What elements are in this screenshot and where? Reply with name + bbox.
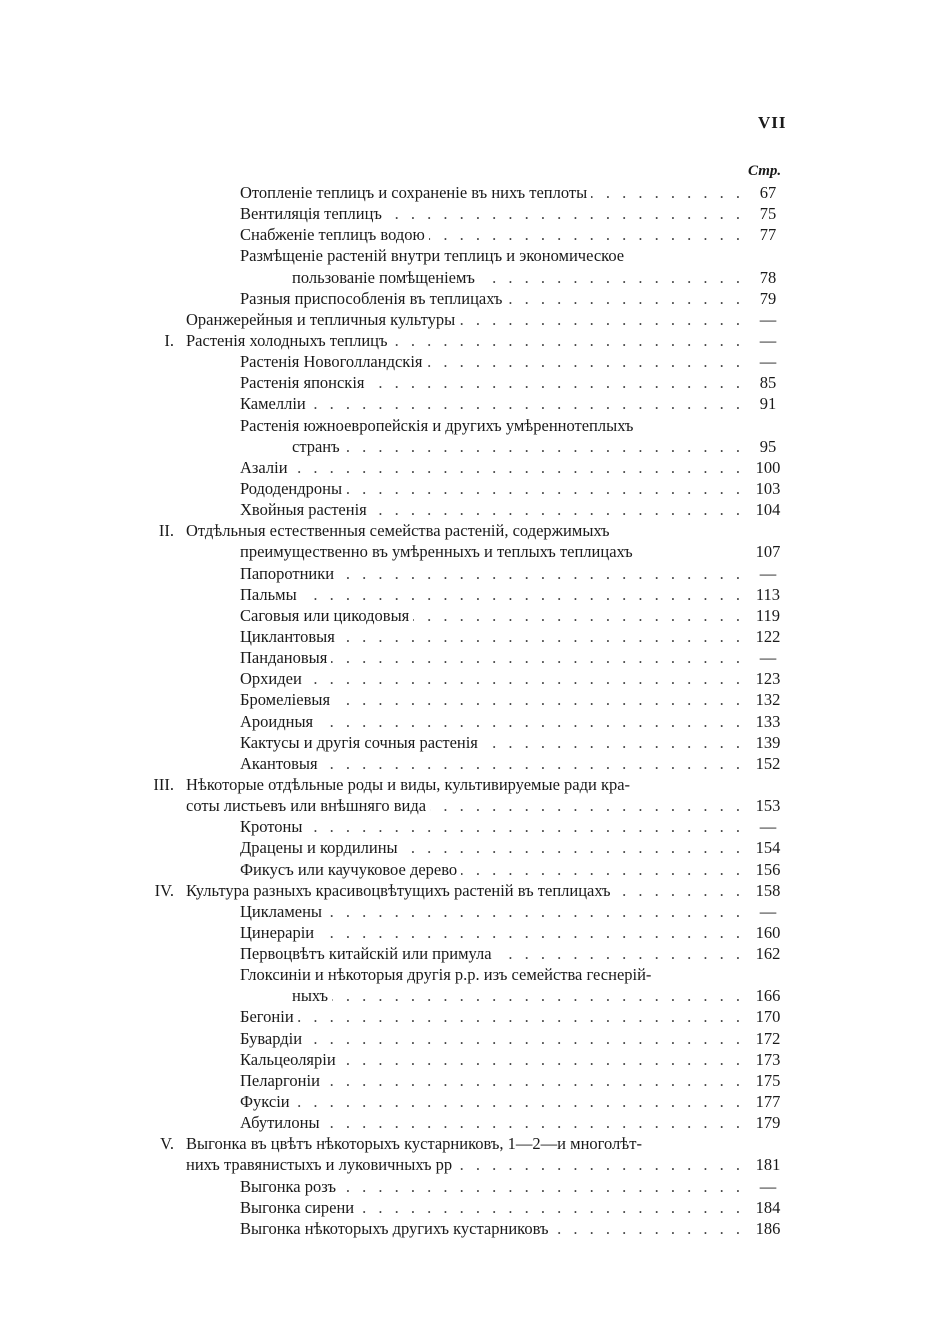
entry-title: Ароидныя — [240, 711, 314, 731]
entry-title: преимущественно въ умѣренныхъ и теплыхъ теплицахъ — [240, 542, 633, 562]
toc-entry[interactable] — [0, 1070, 936, 1091]
dot-leader — [322, 753, 744, 774]
page-ref: 67 — [759, 183, 777, 202]
entry-title: Кактусы и другія сочныя растенія — [240, 732, 478, 752]
entry-title: Отопленіе теплицъ и сохраненіе въ нихъ теплоты — [240, 183, 588, 202]
page-ref: 162 — [755, 944, 781, 964]
dot-leader — [331, 647, 744, 668]
entry-title: Бромеліевыя — [240, 690, 331, 710]
toc-entry[interactable] — [0, 541, 936, 562]
toc-entry[interactable] — [0, 1112, 936, 1133]
entry-title: Нѣкоторые отдѣльные роды и виды, культивируемые ради кра- — [186, 774, 631, 794]
entry-title: Фуксіи — [240, 1092, 290, 1112]
page-ref: 132 — [755, 690, 781, 710]
toc-entry[interactable] — [0, 647, 936, 668]
dot-leader — [371, 499, 744, 520]
toc-entry[interactable] — [0, 499, 936, 520]
entry-title: Рододендроны — [240, 478, 343, 498]
dot-leader — [344, 436, 744, 457]
entry-title: Камелліи — [240, 394, 306, 414]
section-number: V. — [160, 1134, 174, 1154]
entry-title: Пеларгоніи — [240, 1070, 320, 1090]
entry-title: Культура разныхъ красивоцвѣтущихъ растеній въ теплицахъ — [186, 880, 611, 900]
page-ref: — — [759, 352, 777, 372]
page-ref: — — [759, 648, 777, 668]
page-ref: 78 — [759, 267, 777, 287]
entry-title: Саговыя или цикодовыя — [240, 605, 410, 625]
toc-entry[interactable] — [0, 774, 936, 795]
page-column-header: Стр. — [748, 163, 782, 179]
toc-entry[interactable] — [0, 478, 936, 499]
section-number: IV. — [154, 880, 174, 900]
toc-entry[interactable] — [0, 943, 936, 964]
page-ref: 91 — [759, 394, 777, 414]
toc-entry[interactable] — [0, 1049, 936, 1070]
dot-leader — [553, 1218, 745, 1239]
dot-leader — [340, 1176, 744, 1197]
page-ref: — — [759, 901, 777, 921]
dot-leader — [615, 880, 744, 901]
entry-title: Кальцеоляріи — [240, 1049, 336, 1069]
section-number: III. — [153, 774, 174, 794]
entry-title: Акантовыя — [240, 753, 318, 773]
toc-entry[interactable] — [0, 816, 936, 837]
toc-entry[interactable] — [0, 309, 936, 330]
dot-leader — [392, 330, 744, 351]
entry-title: ныхъ — [292, 986, 329, 1006]
dot-leader — [292, 457, 744, 478]
toc-entry[interactable] — [0, 626, 936, 647]
toc-entry[interactable] — [0, 837, 936, 858]
dot-leader — [456, 1154, 744, 1175]
toc-entry[interactable] — [0, 1006, 936, 1027]
toc-entry[interactable] — [0, 415, 936, 436]
entry-title: Разныя приспособленія въ теплицахъ — [240, 288, 503, 308]
dot-leader — [413, 605, 744, 626]
dot-leader — [386, 203, 744, 224]
toc-entry[interactable] — [0, 711, 936, 732]
entry-title: Растенія японскія — [240, 373, 365, 393]
toc-entry[interactable] — [0, 964, 936, 985]
page-ref: 95 — [759, 436, 777, 456]
entry-title: Пандановыя — [240, 648, 328, 668]
toc-entry[interactable] — [0, 668, 936, 689]
page-ref: — — [759, 817, 777, 837]
page-ref: 179 — [755, 1113, 781, 1133]
entry-title: Кротоны — [240, 817, 303, 837]
page-ref: 107 — [755, 542, 781, 562]
dot-leader — [402, 837, 744, 858]
page-ref: 104 — [755, 500, 781, 520]
toc-entry[interactable] — [0, 1218, 936, 1239]
dot-leader — [318, 922, 744, 943]
page-ref: 77 — [759, 225, 777, 245]
page-ref: 85 — [759, 373, 777, 393]
page-ref: 173 — [755, 1049, 781, 1069]
toc-entry[interactable] — [0, 330, 936, 351]
dot-leader — [310, 393, 744, 414]
page-ref: 139 — [755, 732, 781, 752]
toc-entry[interactable] — [0, 203, 936, 224]
page-ref: 113 — [755, 584, 781, 604]
toc-entry[interactable] — [0, 372, 936, 393]
toc-entry[interactable] — [0, 605, 936, 626]
page-ref: 160 — [755, 922, 781, 942]
toc-entry[interactable] — [0, 689, 936, 710]
toc-entry[interactable] — [0, 351, 936, 372]
page-ref: 123 — [755, 669, 781, 689]
page-ref: — — [759, 1176, 777, 1196]
toc-entry[interactable] — [0, 457, 936, 478]
dot-leader — [306, 1028, 744, 1049]
entry-title: Растенія холодныхъ теплицъ — [186, 330, 388, 350]
page-ref: 122 — [755, 626, 781, 646]
entry-title: Драцены и кордилины — [240, 838, 398, 858]
entry-title: Выгонка въ цвѣтъ нѣкоторыхъ кустарниковъ, 1—2—и многолѣт- — [186, 1134, 642, 1154]
entry-title: Оранжерейныя и тепличныя культуры — [186, 309, 456, 329]
entry-title: Глоксиніи и нѣкоторыя другія р.р. изъ семейства геснерій- — [240, 965, 652, 985]
dot-leader — [496, 943, 744, 964]
page-ref: 172 — [755, 1028, 781, 1048]
page-ref: 175 — [755, 1070, 781, 1090]
page-ref: 184 — [755, 1197, 781, 1217]
entry-title: Цинераріи — [240, 922, 315, 942]
page-ref: 170 — [755, 1007, 781, 1027]
page-ref: 177 — [755, 1092, 781, 1112]
table-of-contents — [0, 182, 936, 1239]
dot-leader — [427, 351, 745, 372]
toc-entry[interactable] — [0, 880, 936, 901]
page-ref: 79 — [759, 288, 777, 308]
dot-leader — [430, 795, 744, 816]
dot-leader — [294, 1091, 744, 1112]
page-ref: 186 — [755, 1218, 781, 1238]
entry-title: Фикусъ или каучуковое дерево — [240, 859, 458, 879]
page-ref: 119 — [755, 605, 781, 625]
dot-leader — [306, 816, 744, 837]
page-ref: 158 — [755, 880, 781, 900]
page-ref: — — [759, 309, 777, 329]
entry-title: Бувардіи — [240, 1028, 303, 1048]
entry-title: Размѣщеніе растеній внутри теплицъ и экономическое — [240, 246, 625, 266]
dot-leader — [461, 859, 744, 880]
dot-leader — [429, 224, 744, 245]
page-ref: — — [759, 330, 777, 350]
page-ref: 103 — [755, 478, 781, 498]
entry-title: Бегоніи — [240, 1007, 294, 1027]
entry-title: Вентиляція теплицъ — [240, 204, 382, 224]
dot-leader — [339, 626, 744, 647]
section-number: II. — [158, 521, 174, 541]
entry-title: Растенія южноевропейскія и другихъ умѣреннотеплыхъ — [240, 415, 634, 435]
toc-entry[interactable] — [0, 1133, 936, 1154]
page-ref: 181 — [755, 1155, 781, 1175]
entry-title: Азаліи — [240, 457, 288, 477]
entry-title: Первоцвѣтъ китайскій или примула — [240, 944, 492, 964]
dot-leader — [479, 267, 744, 288]
toc-entry[interactable] — [0, 267, 936, 288]
dot-leader — [358, 1197, 744, 1218]
page-ref: 166 — [755, 986, 781, 1006]
entry-title: нихъ травянистыхъ и луковичныхъ рр — [186, 1155, 453, 1175]
toc-entry[interactable] — [0, 901, 936, 922]
toc-entry[interactable] — [0, 922, 936, 943]
page-ref: 154 — [755, 838, 781, 858]
entry-title: Пальмы — [240, 584, 297, 604]
toc-entry[interactable] — [0, 1028, 936, 1049]
toc-entry[interactable] — [0, 859, 936, 880]
entry-title: Растенія Новоголландскія — [240, 352, 423, 372]
entry-title: странъ — [292, 436, 340, 456]
entry-title: Орхидеи — [240, 669, 302, 689]
toc-entry[interactable] — [0, 288, 936, 309]
page-ref: 152 — [755, 753, 781, 773]
entry-title: Выгонка розъ — [240, 1176, 337, 1196]
page-ref: 75 — [759, 204, 777, 224]
toc-entry[interactable] — [0, 795, 936, 816]
dot-leader — [482, 732, 744, 753]
dot-leader — [340, 1049, 744, 1070]
toc-entry[interactable] — [0, 584, 936, 605]
dot-leader — [332, 985, 744, 1006]
page-ref: 156 — [755, 859, 781, 879]
entry-title: соты листьевъ или внѣшняго вида — [186, 796, 427, 816]
dot-leader — [346, 478, 744, 499]
entry-title: Циклантовыя — [240, 626, 335, 646]
dot-leader — [338, 563, 744, 584]
toc-entry[interactable] — [0, 753, 936, 774]
toc-entry[interactable] — [0, 563, 936, 584]
dot-leader — [459, 309, 744, 330]
dot-leader — [324, 1112, 744, 1133]
toc-entry[interactable] — [0, 393, 936, 414]
toc-entry[interactable] — [0, 732, 936, 753]
toc-entry[interactable] — [0, 1176, 936, 1197]
toc-entry[interactable] — [0, 1197, 936, 1218]
dot-leader — [369, 372, 745, 393]
toc-entry[interactable] — [0, 1091, 936, 1112]
toc-entry[interactable] — [0, 182, 936, 203]
entry-title: Снабженіе теплицъ водою — [240, 225, 425, 245]
entry-title: пользованіе помѣщеніемъ — [292, 267, 475, 287]
toc-entry[interactable] — [0, 224, 936, 245]
page-ref: 133 — [755, 711, 781, 731]
dot-leader — [506, 288, 744, 309]
page-ref: — — [759, 563, 777, 583]
dot-leader — [298, 1006, 744, 1027]
entry-title: Отдѣльныя естественныя семейства растеній, содержимыхъ — [186, 521, 610, 541]
entry-title: Выгонка нѣкоторыхъ другихъ кустарниковъ — [240, 1218, 549, 1238]
entry-title: Хвойныя растенія — [240, 500, 367, 520]
entry-title: Папоротники — [240, 563, 335, 583]
dot-leader — [591, 182, 744, 203]
entry-title: Цикламены — [240, 901, 323, 921]
toc-entry[interactable] — [0, 985, 936, 1006]
toc-entry[interactable] — [0, 520, 936, 541]
dot-leader — [306, 668, 744, 689]
section-number: I. — [164, 330, 174, 350]
toc-entry[interactable] — [0, 245, 936, 266]
dot-leader — [317, 711, 744, 732]
dot-leader — [334, 689, 744, 710]
entry-title: Выгонка сирени — [240, 1197, 355, 1217]
page-ref: 100 — [755, 457, 781, 477]
dot-leader — [326, 901, 744, 922]
entry-title: Абутилоны — [240, 1113, 320, 1133]
toc-entry[interactable] — [0, 1154, 936, 1175]
dot-leader — [301, 584, 744, 605]
page-ref: 153 — [755, 796, 781, 816]
page-number: VII — [758, 113, 787, 132]
dot-leader — [324, 1070, 744, 1091]
toc-entry[interactable] — [0, 436, 936, 457]
